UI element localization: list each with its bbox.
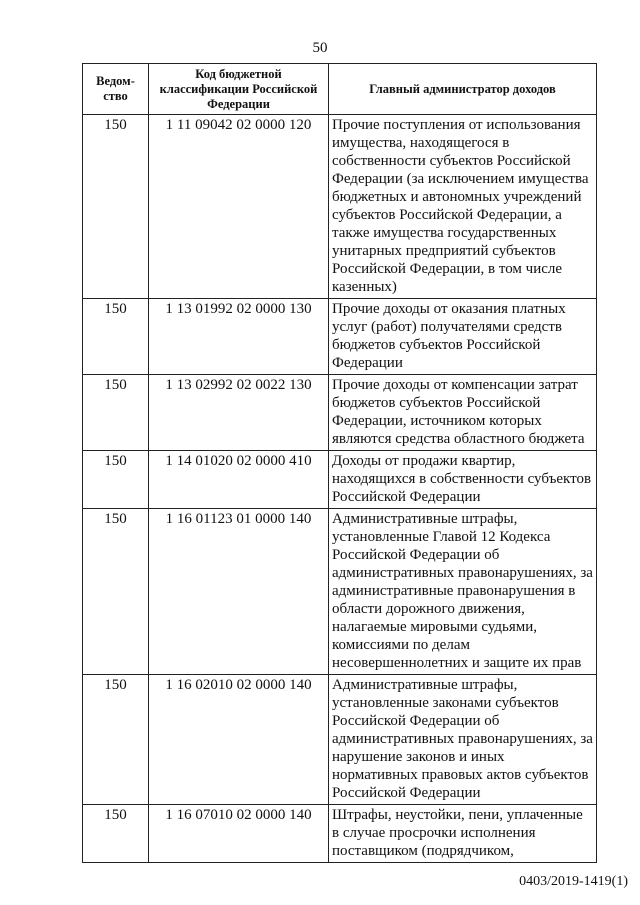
page-number: 50 xyxy=(312,40,328,56)
cell-dept: 150 xyxy=(83,451,149,509)
cell-dept: 150 xyxy=(83,675,149,805)
table-header-row xyxy=(83,64,597,115)
cell-code: 1 14 01020 02 0000 410 xyxy=(149,451,329,509)
cell-admin: Административные штрафы, установленные законами субъектов Российской Федерации об административных правонарушениях, за нарушение законов и иных нормативных правовых актов субъектов Российской Федерации xyxy=(329,675,597,805)
cell-code: 1 13 01992 02 0000 130 xyxy=(149,299,329,375)
header-dept: Ведом-ство xyxy=(83,64,149,115)
table-row xyxy=(83,299,597,375)
table-row xyxy=(83,115,597,299)
cell-dept: 150 xyxy=(83,375,149,451)
cell-code: 1 16 01123 01 0000 140 xyxy=(149,509,329,675)
cell-admin: Штрафы, неустойки, пени, уплаченные в случае просрочки исполнения поставщиком (подрядчиком, xyxy=(329,805,597,863)
cell-admin: Прочие доходы от оказания платных услуг (работ) получателями средств бюджетов субъектов Российской Федерации xyxy=(329,299,597,375)
cell-code: 1 16 07010 02 0000 140 xyxy=(149,805,329,863)
table-row xyxy=(83,451,597,509)
document-registration-code: 0403/2019-1419(1) xyxy=(519,874,628,889)
cell-code: 1 11 09042 02 0000 120 xyxy=(149,115,329,299)
header-admin: Главный администратор доходов xyxy=(329,64,597,115)
cell-code: 1 16 02010 02 0000 140 xyxy=(149,675,329,805)
cell-admin: Прочие доходы от компенсации затрат бюджетов субъектов Российской Федерации, источником которых являются средства областного бюджета xyxy=(329,375,597,451)
cell-code: 1 13 02992 02 0022 130 xyxy=(149,375,329,451)
header-code: Код бюджетной классификации Российской Федерации xyxy=(149,64,329,115)
table-row xyxy=(83,375,597,451)
revenue-administrators-table xyxy=(82,63,597,863)
cell-admin: Доходы от продажи квартир, находящихся в собственности субъектов Российской Федерации xyxy=(329,451,597,509)
table-row xyxy=(83,805,597,863)
cell-admin: Административные штрафы, установленные Главой 12 Кодекса Российской Федерации об административных правонарушениях, за административные правонарушения в области дорожного движения, налагаемые мировыми судьями, комиссиями по делам несовершеннолетних и защите их прав xyxy=(329,509,597,675)
cell-dept: 150 xyxy=(83,509,149,675)
cell-dept: 150 xyxy=(83,299,149,375)
cell-admin: Прочие поступления от использования имущества, находящегося в собственности субъектов Российской Федерации (за исключением имущества бюджетных и автономных учреждений субъектов Российской Федерации, а также имущества государственных унитарных предприятий субъектов Российской Федерации, в том числе казенных) xyxy=(329,115,597,299)
cell-dept: 150 xyxy=(83,115,149,299)
table-row xyxy=(83,675,597,805)
table-row xyxy=(83,509,597,675)
cell-dept: 150 xyxy=(83,805,149,863)
